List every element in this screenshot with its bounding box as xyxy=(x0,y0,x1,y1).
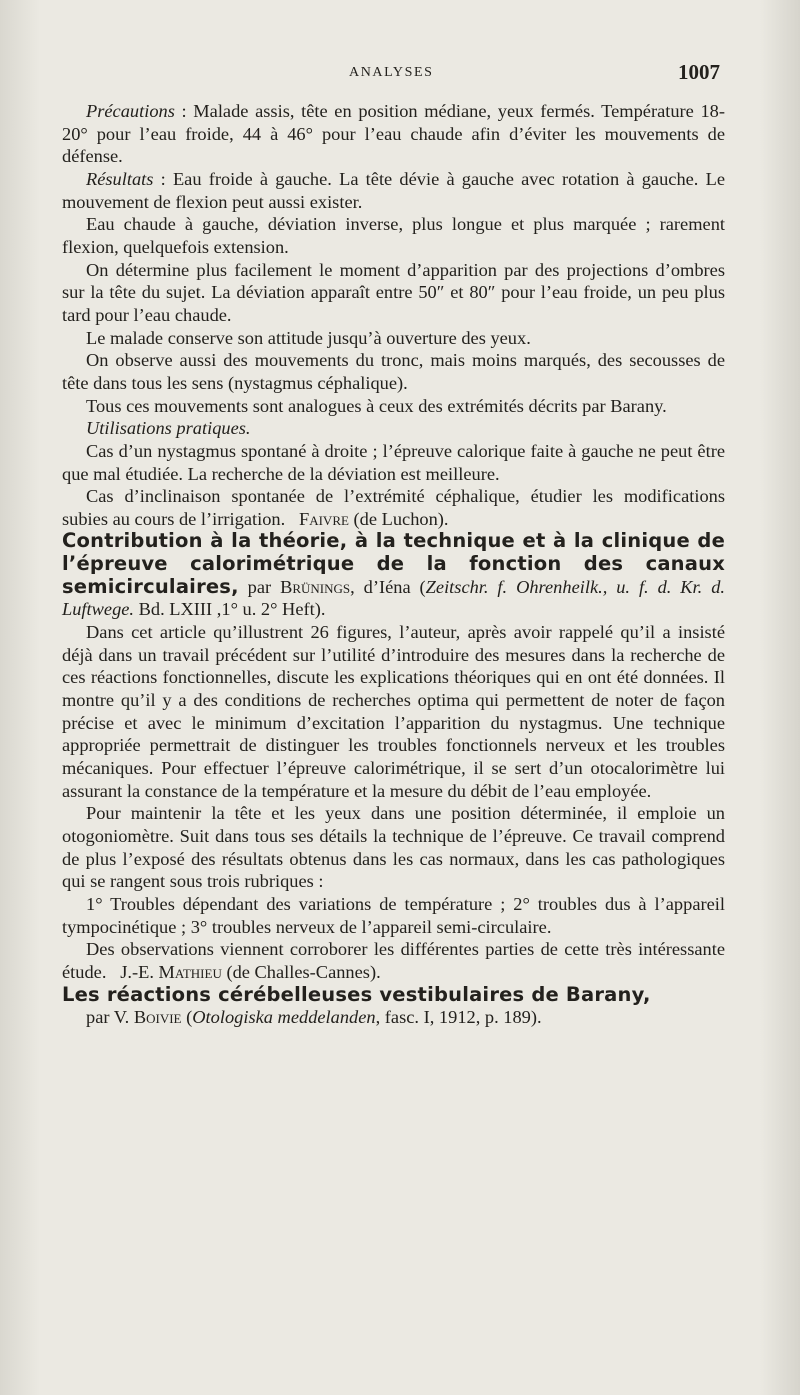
journal-reference: Bd. LXIII ,1° u. 2° Heft). xyxy=(134,599,326,620)
section-label-practical-uses: Utilisations pratiques. xyxy=(86,418,251,439)
paragraph-text: : Eau froide à gauche. La tête dévie à gauche avec rotation à gauche. Le mouvement de flexion peut aussi exister. xyxy=(62,168,725,212)
running-title: ANALYSES xyxy=(349,65,434,80)
review-author: J.-E. Mathieu xyxy=(120,961,222,982)
review-affiliation: (de Challes-Cannes). xyxy=(221,961,381,982)
paragraph-otogoniometer: Pour maintenir la tête et les yeux dans une position déterminée, il emploie un otogoniomètre. Suit dans tous ses détails la technique de l’épreuve. Ce travail comprend de plus l’exposé des résultats obtenus dans les cas normaux, dans les cas pathologiques qui se rangent sous trois rubriques : xyxy=(62,803,725,892)
page-header xyxy=(0,60,800,90)
paragraph-hot-water: Eau chaude à gauche, déviation inverse, plus longue et plus marquée ; rarement flexion, quelquefois extension. xyxy=(62,214,725,257)
paragraph-text: Cas d’inclinaison spontanée de l’extrémité céphalique, étudier les modifications subies au cours de l’irrigation. xyxy=(62,486,725,529)
section-label: Résultats xyxy=(86,168,154,189)
paragraph-rubrics: 1° Troubles dépendant des variations de température ; 2° troubles dus à l’appareil tympocinétique ; 3° troubles nerveux de l’appareil semi-circulaire. xyxy=(62,893,725,937)
paragraph-inclination xyxy=(62,485,725,530)
article-title: Les réactions cérébelleuses vestibulaires de Barany, xyxy=(62,982,651,1006)
article-author: Brünings xyxy=(280,576,351,597)
journal-name: Otologiska meddelanden xyxy=(192,1007,376,1028)
paragraph-attitude: Le malade conserve son attitude jusqu’à ouverture des yeux. xyxy=(86,327,531,348)
paragraph-precautions xyxy=(62,100,725,168)
review-affiliation: (de Luchon). xyxy=(348,508,449,529)
paragraph-analogues: Tous ces mouvements sont analogues à ceux des extrémités décrits par Barany. xyxy=(86,395,667,416)
article-heading-boivie: Les réactions cérébelleuses vestibulaires de Barany, par V. Boivie (Otologiska meddelanden, fasc. I, 1912, p. 189). xyxy=(62,982,651,1028)
paragraph-results xyxy=(62,168,725,213)
article-author: Boivie xyxy=(133,1007,182,1028)
body-text xyxy=(62,100,725,1029)
paragraph-observations xyxy=(62,938,725,983)
paragraph-trunk-movements: On observe aussi des mouvements du tronc, mais moins marqués, des secousses de tête dans tous les sens (nystagmus céphalique). xyxy=(62,350,725,393)
journal-reference: , fasc. I, 1912, p. 189). xyxy=(375,1007,542,1028)
page-number: 1007 xyxy=(678,60,720,84)
paragraph-spontaneous-nystagmus: Cas d’un nystagmus spontané à droite ; l’épreuve calorique faite à gauche ne peut être que mal étudiée. La recherche de la déviation est meilleure. xyxy=(62,440,725,484)
section-label: Précautions xyxy=(86,101,175,121)
paragraph-shadow-projection: On détermine plus facilement le moment d’apparition par des projections d’ombres sur la tête du sujet. La déviation apparaît entre 50″ et 80″ pour l’eau froide, un peu plus tard pour l’eau chaude. xyxy=(62,259,725,325)
journal-name: Zeitschr. f. Ohrenheilk., u. f. d. Kr. d. Luftwege. xyxy=(62,576,725,620)
paragraph-text: : Malade assis, tête en position médiane, yeux fermés. Température 18-20° pour l’eau froide, 44 à 46° pour l’eau chaude afin d’éviter les mouvements de défense. xyxy=(62,101,725,167)
article-heading-brunings: Contribution à la théorie, à la technique et à la clinique de l’épreuve calorimétrique de la fonction des canaux semicirculaires, par Brünings, d’Iéna (Zeitschr. f. Ohrenheilk., u. f. d. Kr. d. Luftwege. Bd. LXIII ,1° u. 2° Heft). xyxy=(62,529,725,620)
review-author: Faivre xyxy=(298,508,349,529)
paragraph-text: Des observations viennent corroborer les différentes parties de cette très intéressante étude. xyxy=(62,939,725,982)
paragraph-article-summary: Dans cet article qu’illustrent 26 figures, l’auteur, après avoir rappelé qu’il a insisté déjà dans un travail précédent sur l’utilité d’introduire des mesures dans la recherche de ces réactions fonctionnelles, discute les explications théoriques qui en ont été données. Il montre qu’il y a des conditions de recherches optima qui permettent de noter de façon précise et avec le minimum d’excitation l’apparition du nystagmus. Une technique appropriée permettrait de distinguer les troubles fonctionnels nerveux et les troubles mécaniques. Pour effectuer l’épreuve calorimétrique, il se sert d’un otocalorimètre lui assurant la constance de la température et la mesure du débit de l’eau employée. xyxy=(62,622,725,801)
article-title: Contribution à la théorie, à la technique et à la clinique de l’épreuve calorimétrique de la fonction des canaux semicirculaires, xyxy=(62,529,725,598)
